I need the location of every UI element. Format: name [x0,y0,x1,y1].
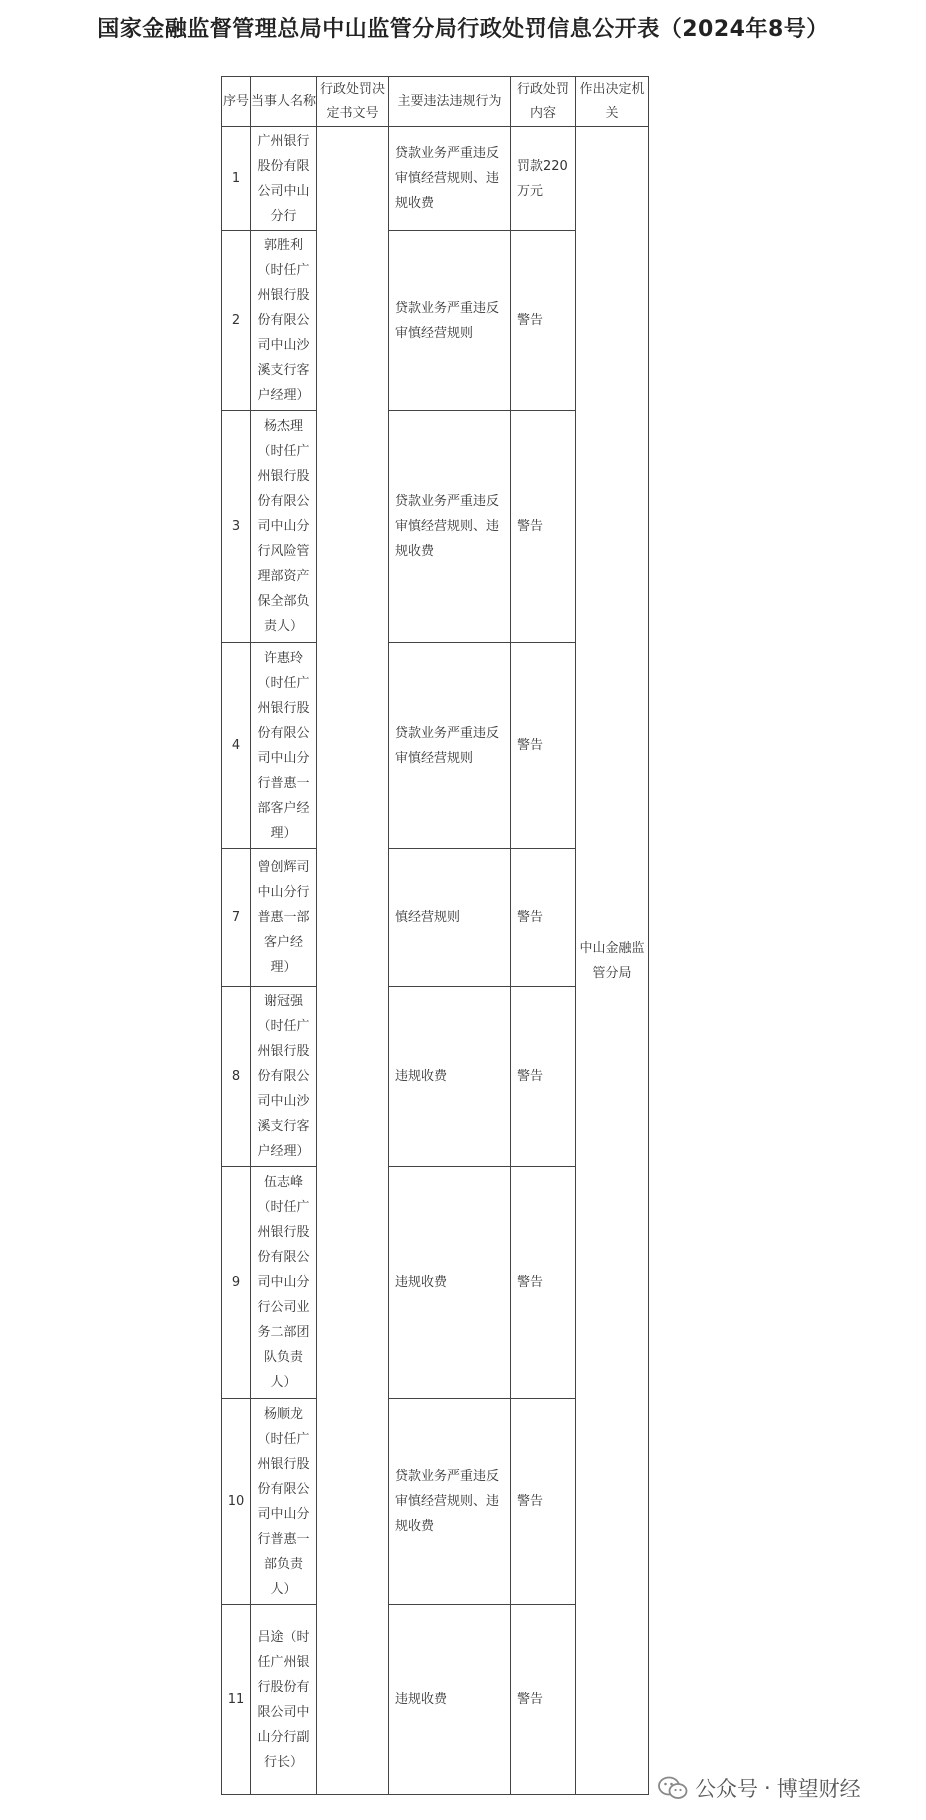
row-party: 谢冠强（时任广州银行股份有限公司中山沙溪支行客户经理） [251,987,317,1167]
row-penalty: 罚款220万元 [511,127,576,231]
row-party: 杨杰理（时任广州银行股份有限公司中山分行风险管理部资产保全部负责人） [251,411,317,643]
header-no: 序号 [222,77,251,127]
header-penalty: 行政处罚内容 [511,77,576,127]
row-violation: 贷款业务严重违反审慎经营规则、违规收费 [389,127,511,231]
row-party: 许惠玲（时任广州银行股份有限公司中山分行普惠一部客户经理） [251,643,317,849]
row-no: 10 [222,1399,251,1605]
row-party: 郭胜利（时任广州银行股份有限公司中山沙溪支行客户经理） [251,231,317,411]
doc-number-cell [317,127,389,1795]
row-violation: 慎经营规则 [389,849,511,987]
row-violation: 违规收费 [389,1605,511,1795]
row-no: 4 [222,643,251,849]
watermark [657,1773,861,1803]
row-party: 伍志峰（时任广州银行股份有限公司中山分行公司业务二部团队负责人） [251,1167,317,1399]
row-no: 8 [222,987,251,1167]
header-doc: 行政处罚决定书文号 [317,77,389,127]
row-violation: 贷款业务严重违反审慎经营规则 [389,231,511,411]
row-party: 曾创辉司中山分行普惠一部客户经理） [251,849,317,987]
row-no: 3 [222,411,251,643]
row-penalty: 警告 [511,231,576,411]
wechat-icon [657,1775,689,1801]
row-penalty: 警告 [511,1605,576,1795]
row-violation: 贷款业务严重违反审慎经营规则 [389,643,511,849]
row-party: 吕途（时任广州银行股份有限公司中山分行副行长） [251,1605,317,1795]
watermark-platform: 公众号 [695,1777,758,1801]
row-party: 杨顺龙（时任广州银行股份有限公司中山分行普惠一部负责人） [251,1399,317,1605]
header-violation: 主要违法违规行为 [389,77,511,127]
row-no: 1 [222,127,251,231]
watermark-account: 博望财经 [776,1777,861,1801]
table-row [222,127,649,231]
row-no: 2 [222,231,251,411]
row-violation: 贷款业务严重违反审慎经营规则、违规收费 [389,1399,511,1605]
row-penalty: 警告 [511,643,576,849]
row-no: 7 [222,849,251,987]
row-penalty: 警告 [511,411,576,643]
watermark-separator: · [764,1776,771,1800]
row-no: 11 [222,1605,251,1795]
row-penalty: 警告 [511,1167,576,1399]
row-violation: 违规收费 [389,987,511,1167]
page-title: 国家金融监督管理总局中山监管分局行政处罚信息公开表（2024年8号） [97,17,829,42]
table-header-row [222,77,649,127]
authority-cell: 中山金融监管分局 [576,127,649,1795]
row-penalty: 警告 [511,987,576,1167]
row-violation: 贷款业务严重违反审慎经营规则、违规收费 [389,411,511,643]
row-no: 9 [222,1167,251,1399]
row-party: 广州银行股份有限公司中山分行 [251,127,317,231]
header-party: 当事人名称 [251,77,317,127]
row-penalty: 警告 [511,849,576,987]
penalty-table [221,76,649,1795]
row-violation: 违规收费 [389,1167,511,1399]
header-authority: 作出决定机关 [576,77,649,127]
row-penalty: 警告 [511,1399,576,1605]
